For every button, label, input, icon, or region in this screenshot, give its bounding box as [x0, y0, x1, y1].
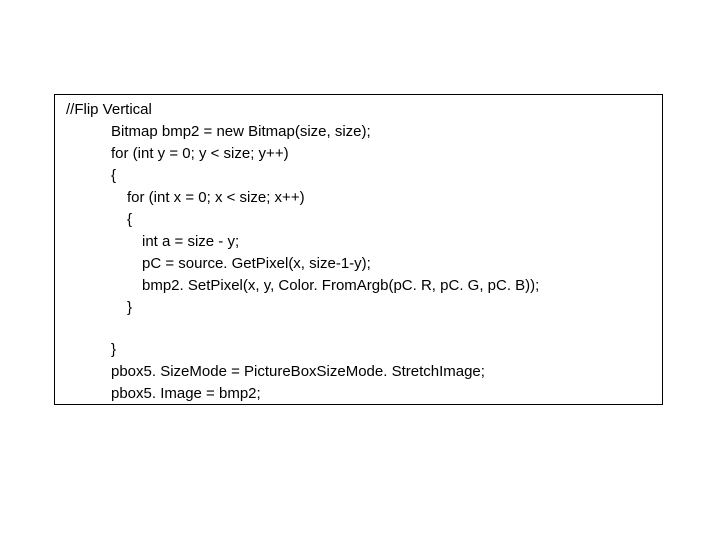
- code-line-inner-close-brace: }: [127, 299, 133, 316]
- code-line-comment: //Flip Vertical: [66, 101, 152, 118]
- code-line-inner-for: for (int x = 0; x < size; x++): [127, 189, 305, 206]
- code-line-get-pixel: pC = source. GetPixel(x, size-1-y);: [142, 255, 371, 272]
- code-line-size-mode: pbox5. SizeMode = PictureBoxSizeMode. StretchImage;: [111, 363, 485, 380]
- code-line-outer-close-brace: }: [111, 341, 117, 358]
- code-line-int-a: int a = size - y;: [142, 233, 240, 250]
- code-line-outer-open-brace: {: [111, 167, 117, 184]
- code-line-image-assign: pbox5. Image = bmp2;: [111, 385, 261, 402]
- code-line-set-pixel: bmp2. SetPixel(x, y, Color. FromArgb(pC. R, pC. G, pC. B));: [142, 277, 540, 294]
- code-line-outer-for: for (int y = 0; y < size; y++): [111, 145, 289, 162]
- code-line-inner-open-brace: {: [127, 211, 133, 228]
- code-line-bitmap-decl: Bitmap bmp2 = new Bitmap(size, size);: [111, 123, 371, 140]
- code-snippet-box: [54, 94, 663, 405]
